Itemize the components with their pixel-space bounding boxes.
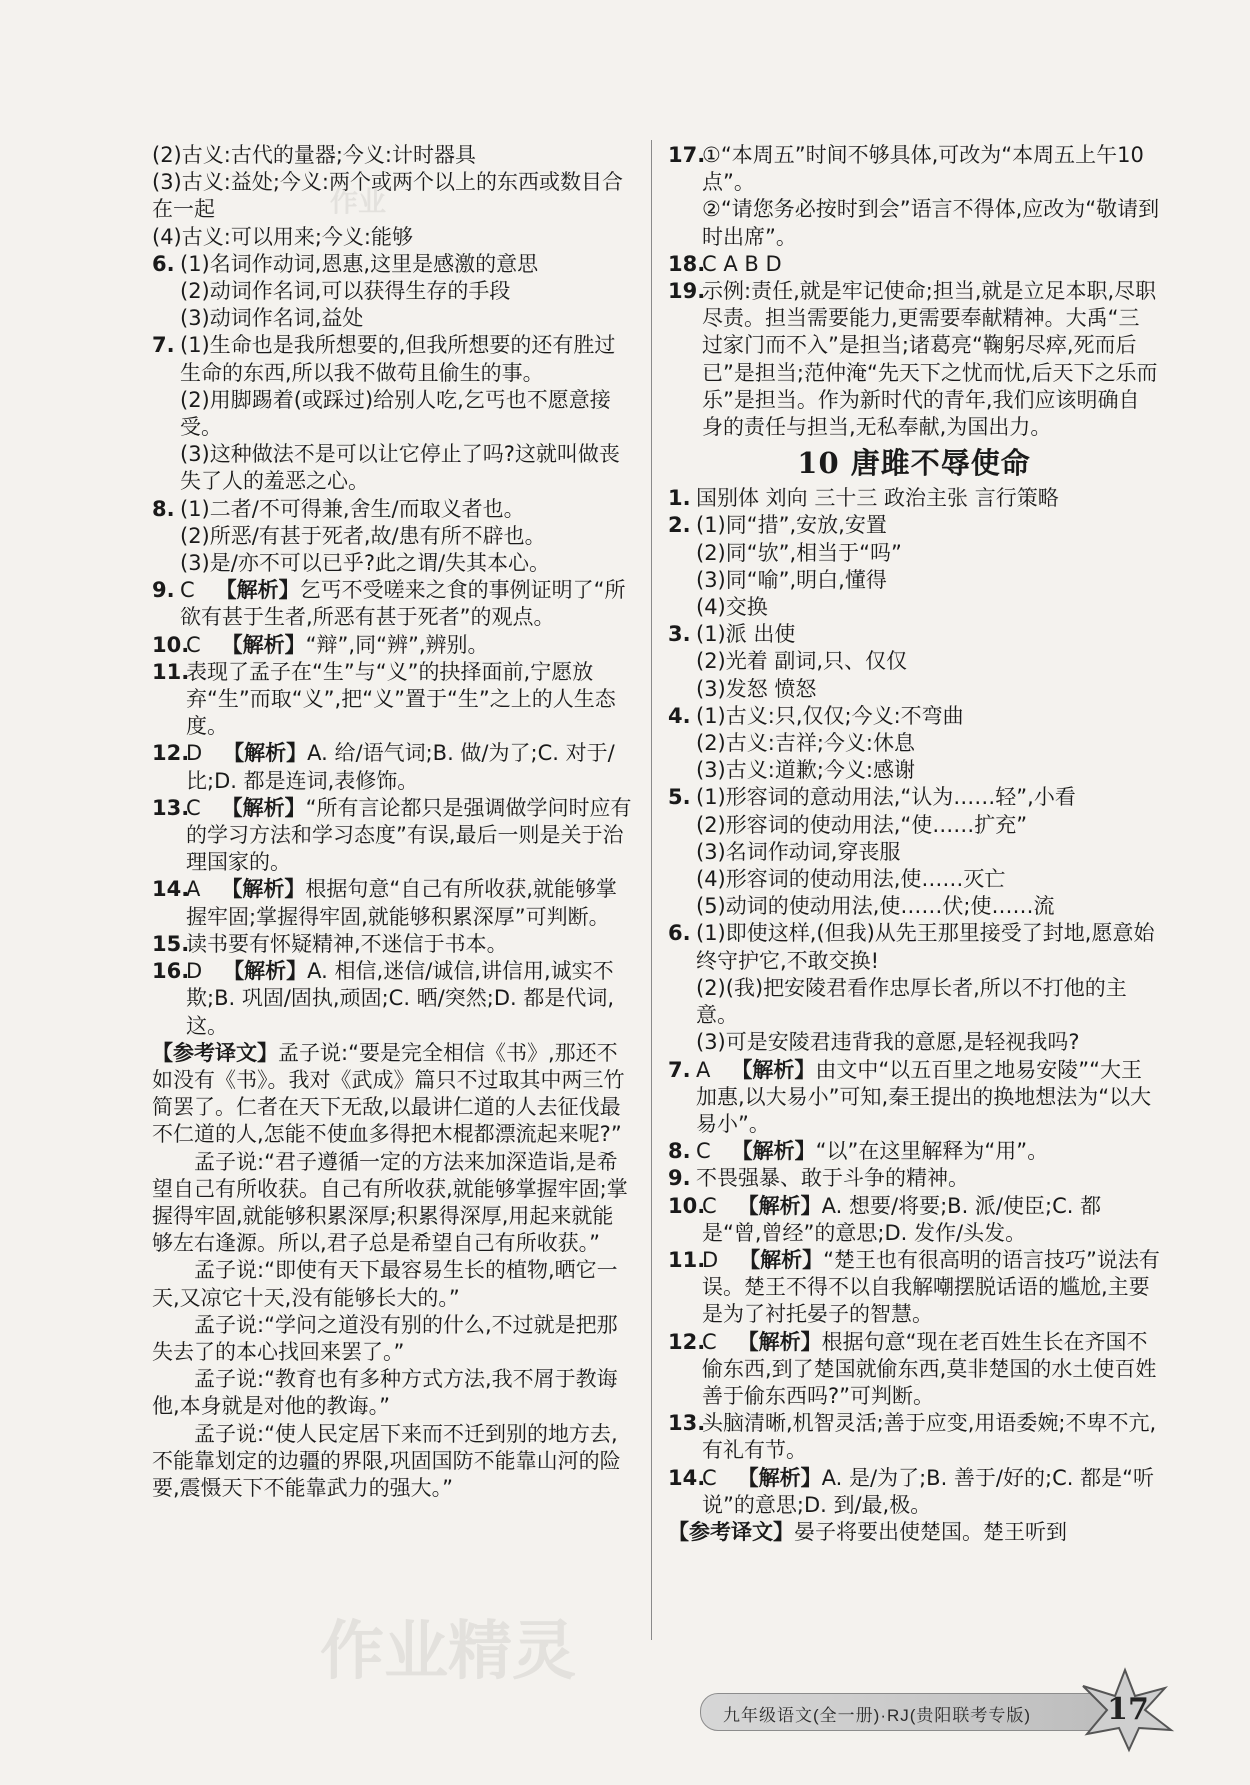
right-column xyxy=(668,142,1160,1546)
answer-text: “以”在这里解释为“用”。 xyxy=(815,1139,1049,1164)
analysis-tag: 【解析】 xyxy=(737,1465,822,1490)
item-number: 8. xyxy=(668,1139,691,1164)
footer-bar xyxy=(700,1693,1112,1731)
item-number: 8. xyxy=(152,496,175,521)
answer-line: 国别体 刘向 三十三 政治主张 言行策略 xyxy=(696,486,1059,511)
translation-text: 孟子说:“学问之道没有别的什么,不过就是把那失去了的本心找回来罢了。” xyxy=(152,1312,618,1364)
item-number: 10. xyxy=(668,1193,706,1218)
answer-text: 乞丐不受嗟来之食的事例证明了“所欲有甚于生者,所恶有甚于死者”的观点。 xyxy=(180,578,626,630)
item-number: 18. xyxy=(668,251,706,276)
answer-text: 不畏强暴、敢于斗争的精神。 xyxy=(696,1166,969,1191)
item-number: 5. xyxy=(668,785,691,810)
answer-choice: C xyxy=(186,632,201,657)
answer-text: “辩”,同“辨”,辨别。 xyxy=(305,632,489,657)
answer-choice: C xyxy=(696,1139,711,1164)
answer-line: (2)动词作名词,可以获得生存的手段 xyxy=(180,279,511,304)
answer-line: (4)古义:可以用来;今义:能够 xyxy=(152,224,413,249)
answer-item xyxy=(668,142,1160,251)
answer-item xyxy=(152,577,632,631)
answer-item xyxy=(668,1329,1160,1411)
answer-choice: A xyxy=(186,877,201,902)
translation-text: 孟子说:“君子遵循一定的方法来加深造诣,是希望自己有所收获。自己有所收获,就能够掌握牢固;掌握得牢固,就能够积累深厚;积累得深厚,用起来就能够左右逢源。所以,君子总是希望自己有所收获。” xyxy=(152,1149,628,1256)
answer-text: “所有言论都只是强调做学问时应有的学习方法和学习态度”有误,最后一则是关于治理国家的。 xyxy=(186,795,632,875)
translation-paragraph xyxy=(152,1257,632,1311)
answer-line: (5)动词的使动用法,使……伏;使……流 xyxy=(696,894,1055,919)
answer-choice: C xyxy=(702,1193,717,1218)
answer-text: 表现了孟子在“生”与“义”的抉择面前,宁愿放弃“生”而取“义”,把“义”置于“生”之上的人生态度。 xyxy=(186,659,616,739)
analysis-tag: 【解析】 xyxy=(221,632,306,657)
answer-text: 根据句意“现在老百姓生长在齐国不偷东西,到了楚国就偷东西,莫非楚国的水土使百姓善于偷东西吗?”可判断。 xyxy=(702,1329,1157,1408)
answer-item xyxy=(152,931,632,958)
answer-item xyxy=(152,142,632,251)
item-number: 7. xyxy=(668,1057,691,1082)
answer-item xyxy=(668,278,1160,441)
answer-item xyxy=(152,876,632,930)
analysis-tag: 【解析】 xyxy=(221,795,306,820)
answer-line: (2)形容词的使动用法,“使……扩充” xyxy=(696,812,1028,837)
answer-line: (1)同“措”,安放,安置 xyxy=(696,513,887,538)
answer-text: 根据句意“自己有所收获,就能够掌握牢固;掌握得牢固,就能够积累深厚”可判断。 xyxy=(186,877,617,929)
answer-line: (3)古义:道歉;今义:感谢 xyxy=(696,758,915,783)
translation-tag: 【参考译文】 xyxy=(152,1040,278,1065)
answer-item xyxy=(152,251,632,333)
answer-item xyxy=(152,740,632,794)
answer-line: ②“请您务必按时到会”语言不得体,应改为“敬请到时出席”。 xyxy=(702,197,1160,249)
analysis-tag: 【解析】 xyxy=(731,1139,816,1164)
answer-item xyxy=(668,1165,1160,1192)
answer-item xyxy=(152,659,632,741)
answer-line: ①“本周五”时间不够具体,可改为“本周五上午10点”。 xyxy=(702,143,1144,195)
translation-paragraph xyxy=(152,1040,632,1149)
answer-item xyxy=(668,512,1160,621)
item-number: 14. xyxy=(152,877,190,902)
item-number: 12. xyxy=(668,1329,706,1354)
answer-line: (3)这种做法不是可以让它停止了吗?这就叫做丧失了人的羞恶之心。 xyxy=(180,442,620,494)
answer-line: (2)所恶/有甚于死者,故/患有所不辟也。 xyxy=(180,523,546,548)
answer-item xyxy=(668,920,1160,1056)
item-number: 19. xyxy=(668,279,706,304)
answer-text: A. 相信,迷信/诚信,讲信用,诚实不欺;B. 巩固/固执,顽固;C. 晒/突然;D. 都是代词,这。 xyxy=(186,959,615,1038)
answer-line: (2)光着 副词,只、仅仅 xyxy=(696,649,908,674)
translation-text: 孟子说:“使人民定居下来而不迁到别的地方去,不能靠划定的边疆的界限,巩固国防不能靠山河的险要,震慑天下不能靠武力的强大。” xyxy=(152,1421,621,1500)
answer-line: (1)名词作动词,恩惠,这里是感激的意思 xyxy=(180,251,539,276)
answer-item xyxy=(668,1057,1160,1139)
page-number: 17 xyxy=(1107,1692,1149,1727)
reference-translation-right xyxy=(668,1519,1160,1546)
analysis-tag: 【解析】 xyxy=(737,1193,822,1218)
translation-paragraph xyxy=(152,1421,632,1503)
answer-choice: D xyxy=(702,1247,719,1272)
answer-item xyxy=(668,1410,1160,1464)
answer-line: (3)是/亦不可以已乎?此之谓/失其本心。 xyxy=(180,551,551,576)
answer-line: (1)生命也是我所想要的,但我所想要的还有胜过生命的东西,所以我不做苟且偷生的事。 xyxy=(180,333,616,385)
answer-text: 读书要有怀疑精神,不迷信于书本。 xyxy=(186,931,508,956)
item-number: 11. xyxy=(668,1247,706,1272)
item-number: 16. xyxy=(152,959,190,984)
reference-translation xyxy=(152,1040,632,1502)
answer-choice: C xyxy=(702,1465,717,1490)
translation-paragraph xyxy=(152,1366,632,1420)
item-number: 17. xyxy=(668,143,706,167)
translation-paragraph xyxy=(152,1149,632,1258)
answer-line: (3)动词作名词,益处 xyxy=(180,306,364,331)
answer-line: (3)可是安陵君违背我的意愿,是轻视我吗? xyxy=(696,1030,1080,1055)
answer-item xyxy=(668,485,1160,512)
translation-text: 孟子说:“要是完全相信《书》,那还不如没有《书》。我对《武成》篇只不过取其中两三竹简罢了。仁者在天下无敌,以最讲仁道的人去征伐最不仁道的人,怎能不使血多得把木棍都漂流起来呢?” xyxy=(152,1040,625,1147)
item-number: 9. xyxy=(668,1166,691,1191)
answer-line: (1)即使这样,(但我)从先王那里接受了封地,愿意始终守护它,不敢交换! xyxy=(696,921,1155,973)
analysis-tag: 【解析】 xyxy=(223,741,308,766)
translation-tag: 【参考译文】 xyxy=(668,1519,794,1544)
translation-text: 孟子说:“教育也有多种方式方法,我不屑于教诲他,本身就是对他的教诲。” xyxy=(152,1367,618,1419)
item-number: 9. xyxy=(152,578,175,603)
column-divider xyxy=(651,140,652,1640)
answer-line: 示例:责任,就是牢记使命;担当,就是立足本职,尽职尽责。担当需要能力,更需要奉献精神。大禹“三过家门而不入”是担当;诸葛亮“鞠躬尽瘁,死而后已”是担当;范仲淹“先天下之忧而忧,后天下之乐而乐”是担当。作为新时代的青年,我们应该明确自身的责任与担当,无私奉献,为国出力。 xyxy=(702,279,1158,440)
answer-item xyxy=(668,1193,1160,1247)
answer-text: 头脑清晰,机智灵活;善于应变,用语委婉;不卑不亢,有礼有节。 xyxy=(702,1411,1157,1463)
item-number: 1. xyxy=(668,486,691,511)
answer-line: (1)古义:只,仅仅;今义:不弯曲 xyxy=(696,703,964,728)
answer-text: A. 想要/将要;B. 派/使臣;C. 都是“曾,曾经”的意思;D. 发作/头发。 xyxy=(702,1193,1102,1245)
item-number: 7. xyxy=(152,333,175,358)
answer-item xyxy=(152,958,632,1040)
answer-line: (3)古义:益处;今义:两个或两个以上的东西或数目合在一起 xyxy=(152,170,623,222)
answer-line: (1)二者/不可得兼,舍生/而取义者也。 xyxy=(180,496,525,521)
left-column xyxy=(152,142,632,1502)
item-number: 11. xyxy=(152,659,190,684)
item-number: 15. xyxy=(152,931,190,956)
answer-choice: C xyxy=(180,578,195,603)
analysis-tag: 【解析】 xyxy=(739,1247,824,1272)
answer-choice: D xyxy=(186,741,203,766)
item-number: 13. xyxy=(152,795,190,820)
answer-item xyxy=(152,496,632,578)
answer-line: (3)名词作动词,穿丧服 xyxy=(696,839,901,864)
answer-line: (2)同“欤”,相当于“吗” xyxy=(696,540,902,565)
answer-line: (2)(我)把安陵君看作忠厚长者,所以不打他的主意。 xyxy=(696,975,1127,1028)
translation-paragraph xyxy=(152,1312,632,1366)
item-number: 2. xyxy=(668,513,691,538)
answer-choice: D xyxy=(186,959,203,984)
item-number: 13. xyxy=(668,1411,706,1436)
answer-text: 由文中“以五百里之地易安陵”“大王加惠,以大易小”可知,秦王提出的换地想法为“以大易小”。 xyxy=(696,1057,1152,1136)
answer-item xyxy=(152,632,632,659)
watermark-bottom: 作业精灵 xyxy=(320,1615,576,1689)
answer-item xyxy=(152,795,632,877)
answer-choice: A xyxy=(696,1057,711,1082)
translation-text: 晏子将要出使楚国。楚王听到 xyxy=(794,1519,1067,1544)
answer-line: (1)派 出使 xyxy=(696,622,796,647)
answer-item xyxy=(152,332,632,495)
answer-line: (2)用脚踢着(或踩过)给别人吃,乞丐也不愿意接受。 xyxy=(180,387,611,440)
item-number: 4. xyxy=(668,703,691,728)
answer-item xyxy=(668,1465,1160,1519)
answer-item xyxy=(668,1138,1160,1165)
item-number: 6. xyxy=(152,251,175,276)
translation-text: 孟子说:“即使有天下最容易生长的植物,晒它一天,又凉它十天,没有能够长大的。” xyxy=(152,1258,618,1310)
footer-label: 九年级语文(全一册)·RJ(贵阳联考专版) xyxy=(723,1706,1032,1725)
answer-item xyxy=(668,251,1160,278)
item-number: 10. xyxy=(152,632,190,657)
answer-item xyxy=(668,621,1160,703)
answer-line: (2)古义:古代的量器;今义:计时器具 xyxy=(152,143,476,167)
answer-item xyxy=(668,784,1160,920)
answer-text: A. 给/语气词;B. 做/为了;C. 对于/比;D. 都是连词,表修饰。 xyxy=(186,741,615,793)
analysis-tag: 【解析】 xyxy=(223,959,308,984)
answer-line: C A B D xyxy=(702,251,782,276)
answer-text: “楚王也有很高明的语言技巧”说法有误。楚王不得不以自我解嘲摆脱话语的尴尬,主要是为了衬托晏子的智慧。 xyxy=(702,1247,1160,1327)
answer-item xyxy=(668,1247,1160,1329)
item-number: 3. xyxy=(668,622,691,647)
watermark-top: 作业 xyxy=(330,185,387,218)
section-heading: 10 唐雎不辱使命 xyxy=(797,446,1031,481)
answer-line: (1)形容词的意动用法,“认为……轻”,小看 xyxy=(696,785,1076,810)
analysis-tag: 【解析】 xyxy=(215,578,300,603)
item-number: 6. xyxy=(668,921,691,946)
answer-line: (3)发怒 愤怒 xyxy=(696,676,817,701)
item-number: 14. xyxy=(668,1465,706,1490)
answer-line: (3)同“喻”,明白,懂得 xyxy=(696,567,887,592)
answer-line: (4)形容词的使动用法,使……灭亡 xyxy=(696,867,1006,892)
answer-choice: C xyxy=(186,795,201,820)
answer-item xyxy=(668,703,1160,785)
item-number: 12. xyxy=(152,741,190,766)
analysis-tag: 【解析】 xyxy=(221,877,306,902)
answer-choice: C xyxy=(702,1329,717,1354)
answer-line: (4)交换 xyxy=(696,595,768,620)
analysis-tag: 【解析】 xyxy=(737,1329,822,1354)
answer-line: (2)古义:吉祥;今义:休息 xyxy=(696,731,915,756)
answer-text: A. 是/为了;B. 善于/好的;C. 都是“听说”的意思;D. 到/最,极。 xyxy=(702,1465,1154,1517)
analysis-tag: 【解析】 xyxy=(731,1057,816,1082)
